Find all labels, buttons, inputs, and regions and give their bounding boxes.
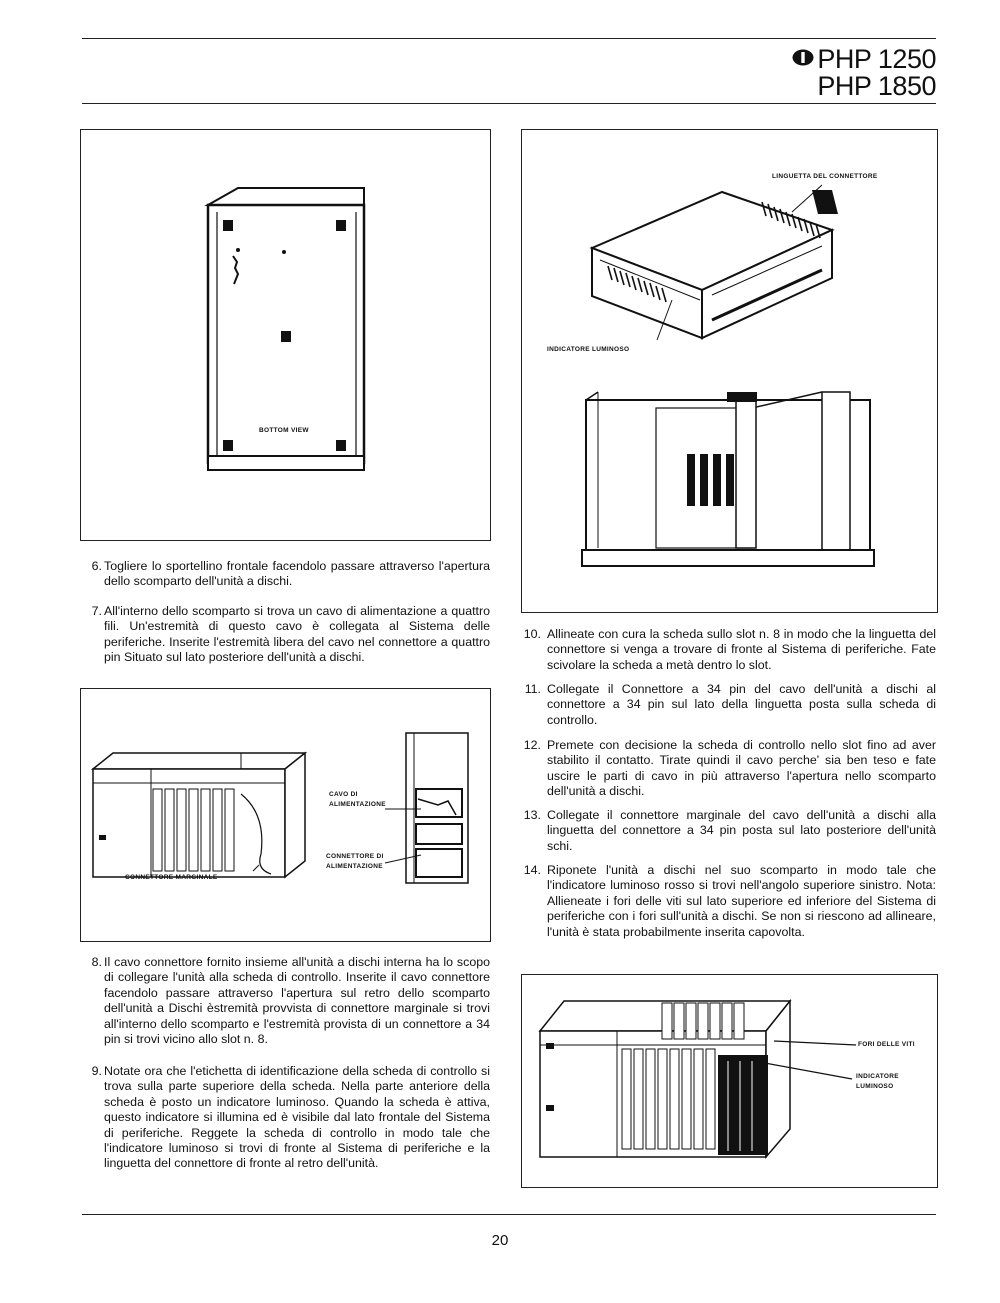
step-10-text: Allineate con cura la scheda sullo slot n. 8 in modo che la linguetta del connettore si venga a trovare di fronte al Sistema di periferiche. Fate scivolare la scheda a metà dentro lo slot. xyxy=(547,627,936,672)
page-number: 20 xyxy=(491,1232,509,1249)
header-bottom-rule xyxy=(82,103,936,104)
step-8-text: Il cavo connettore fornito insieme all'unità a dischi interna ha lo scopo di collegare l'unità alla scheda di controllo. Inserite il cavo connettore facendolo passare attraverso l'apertura sul retro dello scomparto dell'unità a Dischi èstremità provvista di connettore marginale si trovi all'interno dello scomparto e l'estremità provista di un connettore a 34 pin si trovi vicino allo slot n. 8. xyxy=(104,955,490,1047)
step-8-number: 8. xyxy=(91,955,102,969)
model-title xyxy=(792,46,936,100)
step-12-number: 12. xyxy=(523,738,541,752)
indicator-label-2: LUMINOSO xyxy=(856,1083,894,1090)
step-11 xyxy=(524,682,936,728)
model-line-2: PHP 1850 xyxy=(817,71,936,101)
connector-tab-label: LINGUETTA DEL CONNETTORE xyxy=(772,173,878,180)
step-10-number: 10. xyxy=(523,627,541,641)
step-14 xyxy=(523,863,936,940)
step-9 xyxy=(91,1064,490,1172)
control-card-illustration xyxy=(522,130,937,612)
power-cable-label-1: CAVO DI xyxy=(329,791,358,798)
power-connector-label-1: CONNETTORE DI xyxy=(326,853,384,860)
step-14-number: 14. xyxy=(523,863,541,877)
step-13-text: Collegate il connettore marginale del cavo dell'unità a dischi alla linguetta del connettore a 34 pin posta sul lato posteriore dell'unità schi. xyxy=(547,808,936,853)
figure-control-card xyxy=(521,129,938,613)
figure-power-cable xyxy=(80,688,491,942)
header-top-rule xyxy=(82,38,936,39)
bottom-view-label: BOTTOM VIEW xyxy=(259,427,309,434)
figure-screw-holes xyxy=(521,974,938,1188)
footer-rule xyxy=(82,1214,936,1215)
step-8 xyxy=(91,955,490,1047)
power-cable-label-2: ALIMENTAZIONE xyxy=(329,801,386,808)
screw-holes-label: FORI DELLE VITI xyxy=(858,1041,915,1048)
step-7 xyxy=(91,604,490,666)
step-11-text: Collegate il Connettore a 34 pin del cavo dell'unità a dischi al connettore a 34 pin sul lato della linguetta posta sulla scheda di controllo. xyxy=(547,682,936,727)
step-12-text: Premete con decisione la scheda di controllo nello slot fino ad aver stabilito il contatto. Tirate quindi il cavo perche' sia ben teso e fate uscire le parti di cavo in più attraverso l'apertura nello scomparto dell'unità a dischi. xyxy=(547,738,936,799)
screw-holes-illustration xyxy=(522,975,937,1187)
edge-connector-label: CONNETTORE MARGINALE xyxy=(125,874,218,881)
figure-bottom-view xyxy=(80,129,491,541)
step-7-text: All'interno dello scomparto si trova un cavo di alimentazione a quattro fili. Un'estremità di questo cavo è collegata al Sistema delle periferiche. Inserite l'estremità libera del cavo nel connettore a quattro pin Situato sul lato posteriore dell'unità a dischi. xyxy=(104,604,490,665)
philips-logo-icon xyxy=(792,49,814,66)
step-12 xyxy=(523,738,936,800)
step-7-number: 7. xyxy=(91,604,102,618)
step-9-text: Notate ora che l'etichetta di identificazione della scheda di controllo si trova sulla parte superiore della scheda. Nella parte anteriore della scheda è posto un indicatore luminoso. Quando la scheda è attiva, questo indicatore si illumina ed è visibile dal lato frontale del Sistema di periferiche. Reggete la scheda di controllo in modo tale che l'indicatore luminoso si trovi di fronte al Sistema di periferiche e la linguetta del connettore di fronte al retro dell'unità. xyxy=(104,1064,490,1171)
step-10 xyxy=(523,627,936,673)
step-6-text: Togliere lo sportellino frontale facendolo passare attraverso l'apertura dello scomparto dell'unità a dischi. xyxy=(104,559,490,589)
step-13-number: 13. xyxy=(523,808,541,822)
step-9-number: 9. xyxy=(91,1064,102,1078)
step-6-number: 6. xyxy=(91,559,102,573)
bottom-view-illustration xyxy=(81,130,490,540)
step-6 xyxy=(91,559,490,590)
step-11-number: 11. xyxy=(524,682,541,696)
model-line-1: PHP 1250 xyxy=(817,44,936,74)
power-connector-label-2: ALIMENTAZIONE xyxy=(326,863,383,870)
step-14-text: Riponete l'unità a dischi nel suo scomparto in modo tale che l'indicatore luminoso rosso si trovi nell'angolo superiore sinistro. Nota: Allieneate i fori delle viti sul lato superiore ed inferiore del Sistema di periferiche con i fori sull'unità a dischi. Se non si riescono ad allineare, l'unità è stata probabilmente inserita capovolta. xyxy=(547,863,936,939)
indicator-label-1: INDICATORE xyxy=(856,1073,899,1080)
power-cable-illustration xyxy=(81,689,490,941)
step-13 xyxy=(523,808,936,854)
indicator-label: INDICATORE LUMINOSO xyxy=(547,346,630,353)
